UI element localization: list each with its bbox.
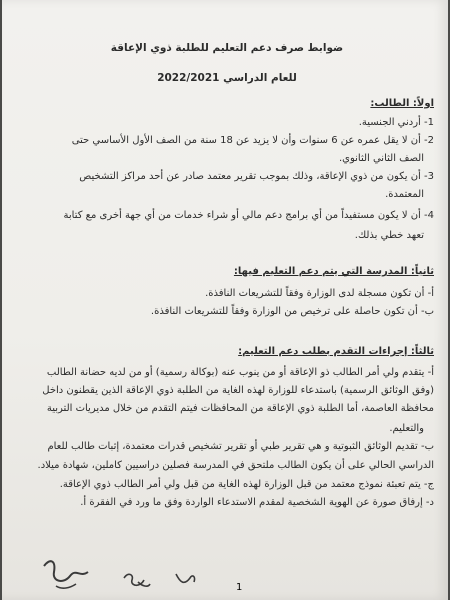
section3-line: ج- يتم تعبئة نموذج معتمد من قبل الوزارة لهذه الغاية من قبل ولي أمر الطالب ذوي الإعاقة. [59, 479, 434, 490]
section3-line: ب- تقديم الوثائق الثبوتية و هي تقرير طبي أو تقرير تشخيص قدرات معتمدة، إثبات طالب للعام [47, 441, 434, 452]
section-heading-procedures: ثالثاً: إجراءات التقدم بطلب دعم التعليم: [238, 346, 434, 357]
signature-mark [36, 548, 96, 598]
section1-line: 1- أردني الجنسية. [358, 117, 434, 128]
section1-line: 2- أن لا يقل عمره عن 6 سنوات وأن لا يزيد عن 18 سنة من الصف الأول الأساسي حتى [71, 135, 434, 146]
section1-line: الصف الثاني الثانوي. [338, 153, 424, 164]
document-subtitle: للعام الدراسي 2022/2021 [157, 72, 297, 84]
page-number: 1 [236, 582, 243, 593]
section2-line: ب- أن تكون حاصلة على ترخيص من الوزارة وفقاً للتشريعات النافذة. [150, 306, 434, 317]
section1-line: 3- أن يكون من ذوي الإعاقة، وذلك بموجب تقرير معتمد صادر عن أحد مراكز التشخيص [79, 171, 434, 182]
section1-line: تعهد خطي بذلك. [354, 230, 424, 241]
document-page [2, 0, 448, 600]
section-heading-school: ثانياً: المدرسة التي يتم دعم التعليم فيها: [233, 266, 434, 277]
section3-line: (وفق الوثائق الرسمية) باستدعاء للوزارة لهذه الغاية من الطلبة ذوي الإعاقة الذين يقطنون داخل [42, 385, 434, 396]
initials-mark [170, 568, 200, 594]
section3-line: والتعليم. [389, 423, 424, 434]
document-title: ضوابط صرف دعم التعليم للطلبة ذوي الإعاقة [110, 42, 344, 54]
section2-line: أ- أن تكون مسجلة لدى الوزارة وفقاً للتشريعات النافذة. [205, 288, 434, 299]
section3-line: محافظة العاصمة، أما الطلبة ذوي الإعاقة من المحافظات فيتم التقدم من خلال مديريات التربية [46, 403, 434, 414]
section3-line: أ- يتقدم ولي أمر الطالب ذو الإعاقة أو من ينوب عنه (بوكالة رسمية) أو من لديه حضانة الطالب [46, 367, 434, 378]
section1-line: 4- أن لا يكون مستفيداً من أي برامج دعم مالي أو شراء خدمات من أي جهة أخرى مع كتابة [63, 210, 434, 221]
initials-mark [120, 568, 154, 596]
section1-line: المعتمدة. [385, 189, 424, 200]
section-heading-student: اولاً: الطالب: [370, 98, 434, 109]
section3-line: الدراسي الحالي على أن يكون الطالب ملتحق في المدرسة فصلين دراسيين كاملين، شهادة ميلاد. [37, 460, 434, 471]
section3-line: د- إرفاق صورة عن الهوية الشخصية لمقدم الاستدعاء الواردة وفق ما ورد في الفقرة أ. [80, 497, 434, 508]
